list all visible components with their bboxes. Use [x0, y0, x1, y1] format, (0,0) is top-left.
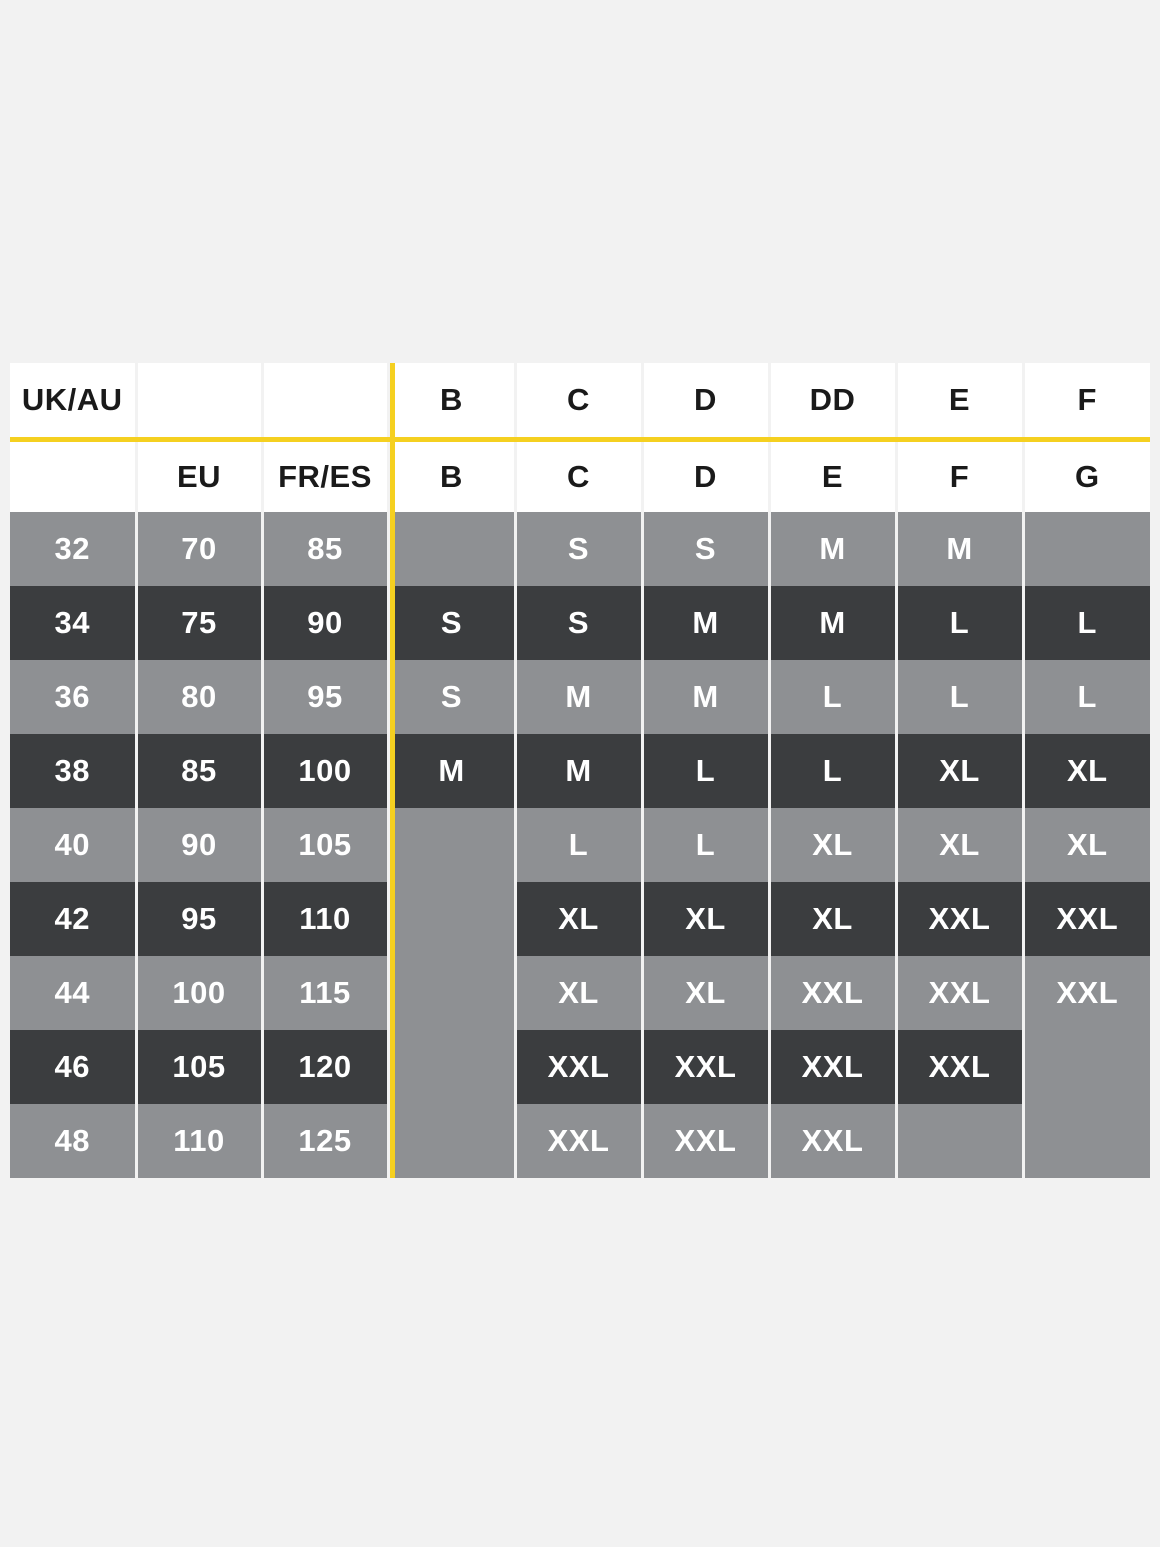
table-cell-size: XXL — [642, 1030, 769, 1104]
table-cell-size: XL — [515, 956, 642, 1030]
table-row — [10, 882, 1150, 956]
table-cell-size: M — [642, 586, 769, 660]
table-cell-size — [1023, 1104, 1150, 1178]
table-cell-label: 100 — [136, 956, 262, 1030]
size-table — [10, 363, 1150, 1178]
table-cell-label: 110 — [136, 1104, 262, 1178]
table-cell-size — [388, 956, 515, 1030]
table-cell-size: S — [388, 586, 515, 660]
table-cell-label: 80 — [136, 660, 262, 734]
table-cell-size: XXL — [769, 1104, 896, 1178]
table-cell-label: 110 — [262, 882, 388, 956]
table-cell-size: XL — [1023, 808, 1150, 882]
table-cell-size: L — [642, 734, 769, 808]
table-cell-size: L — [769, 660, 896, 734]
table-cell-size: S — [515, 586, 642, 660]
header-cell-eu: EU — [136, 440, 262, 513]
table-cell-size: M — [515, 734, 642, 808]
header-cell-eu-cup-d: D — [642, 440, 769, 513]
table-row — [10, 660, 1150, 734]
table-cell-label: 95 — [136, 882, 262, 956]
header-cell-eu-cup-b: B — [388, 440, 515, 513]
table-cell-label: 34 — [10, 586, 136, 660]
table-cell-size: XXL — [515, 1104, 642, 1178]
size-conversion-chart — [10, 363, 1150, 1178]
table-cell-label: 40 — [10, 808, 136, 882]
table-cell-size: XXL — [896, 882, 1023, 956]
table-row — [10, 586, 1150, 660]
table-cell-size — [388, 1104, 515, 1178]
table-cell-label: 38 — [10, 734, 136, 808]
table-cell-label: 100 — [262, 734, 388, 808]
table-cell-size: M — [769, 586, 896, 660]
header-cell-fres: FR/ES — [262, 440, 388, 513]
table-cell-label: 95 — [262, 660, 388, 734]
table-cell-size: XXL — [769, 1030, 896, 1104]
table-cell-size: M — [388, 734, 515, 808]
table-cell-label: 125 — [262, 1104, 388, 1178]
table-cell-size: L — [896, 586, 1023, 660]
table-cell-size: XL — [769, 882, 896, 956]
header-cell-blank-3 — [10, 440, 136, 513]
table-row — [10, 1030, 1150, 1104]
table-cell-label: 75 — [136, 586, 262, 660]
table-cell-size: L — [1023, 660, 1150, 734]
header-cell-eu-cup-c: C — [515, 440, 642, 513]
table-cell-size: L — [896, 660, 1023, 734]
header-row-eu — [10, 440, 1150, 513]
table-cell-size: L — [1023, 586, 1150, 660]
table-cell-label: 105 — [262, 808, 388, 882]
header-cell-blank-1 — [136, 363, 262, 440]
header-cell-uk-cup-c: C — [515, 363, 642, 440]
table-cell-size: XXL — [515, 1030, 642, 1104]
table-cell-label: 36 — [10, 660, 136, 734]
header-cell-uk-cup-d: D — [642, 363, 769, 440]
header-cell-eu-cup-e: E — [769, 440, 896, 513]
table-cell-size: S — [388, 660, 515, 734]
table-cell-size: XL — [769, 808, 896, 882]
header-cell-uk-cup-dd: DD — [769, 363, 896, 440]
table-cell-label: 70 — [136, 512, 262, 586]
table-cell-size: L — [769, 734, 896, 808]
table-cell-label: 46 — [10, 1030, 136, 1104]
table-cell-label: 44 — [10, 956, 136, 1030]
table-cell-size: L — [642, 808, 769, 882]
table-row — [10, 734, 1150, 808]
header-cell-uk-cup-e: E — [896, 363, 1023, 440]
table-cell-size: M — [642, 660, 769, 734]
table-cell-size — [388, 882, 515, 956]
table-header — [10, 363, 1150, 512]
table-row — [10, 1104, 1150, 1178]
table-cell-size: M — [515, 660, 642, 734]
table-cell-size: XL — [642, 956, 769, 1030]
table-cell-label: 32 — [10, 512, 136, 586]
table-cell-size: XXL — [1023, 956, 1150, 1030]
table-row — [10, 512, 1150, 586]
table-cell-size: S — [515, 512, 642, 586]
table-cell-size: XL — [896, 808, 1023, 882]
table-row — [10, 808, 1150, 882]
table-cell-size — [1023, 1030, 1150, 1104]
table-cell-size: M — [769, 512, 896, 586]
header-cell-blank-2 — [262, 363, 388, 440]
table-row — [10, 956, 1150, 1030]
table-cell-label: 105 — [136, 1030, 262, 1104]
header-cell-uk-cup-b: B — [388, 363, 515, 440]
table-cell-size: S — [642, 512, 769, 586]
table-body — [10, 512, 1150, 1178]
header-cell-ukau: UK/AU — [10, 363, 136, 440]
table-cell-size: XXL — [642, 1104, 769, 1178]
table-cell-label: 85 — [136, 734, 262, 808]
table-cell-size: XL — [896, 734, 1023, 808]
table-cell-size: XL — [1023, 734, 1150, 808]
table-cell-size: XXL — [769, 956, 896, 1030]
table-cell-label: 48 — [10, 1104, 136, 1178]
table-cell-size: M — [896, 512, 1023, 586]
table-cell-label: 85 — [262, 512, 388, 586]
table-cell-size: L — [515, 808, 642, 882]
table-cell-size — [1023, 512, 1150, 586]
table-cell-label: 90 — [262, 586, 388, 660]
header-cell-eu-cup-g: G — [1023, 440, 1150, 513]
table-cell-label: 42 — [10, 882, 136, 956]
table-cell-label: 90 — [136, 808, 262, 882]
table-cell-size: XL — [642, 882, 769, 956]
table-cell-size — [388, 1030, 515, 1104]
table-cell-label: 115 — [262, 956, 388, 1030]
table-cell-size: XL — [515, 882, 642, 956]
table-cell-size — [896, 1104, 1023, 1178]
header-cell-uk-cup-f: F — [1023, 363, 1150, 440]
table-cell-size: XXL — [896, 1030, 1023, 1104]
table-cell-label: 120 — [262, 1030, 388, 1104]
table-cell-size: XXL — [1023, 882, 1150, 956]
table-cell-size: XXL — [896, 956, 1023, 1030]
header-cell-eu-cup-f: F — [896, 440, 1023, 513]
table-cell-size — [388, 808, 515, 882]
table-cell-size — [388, 512, 515, 586]
header-row-uk — [10, 363, 1150, 440]
